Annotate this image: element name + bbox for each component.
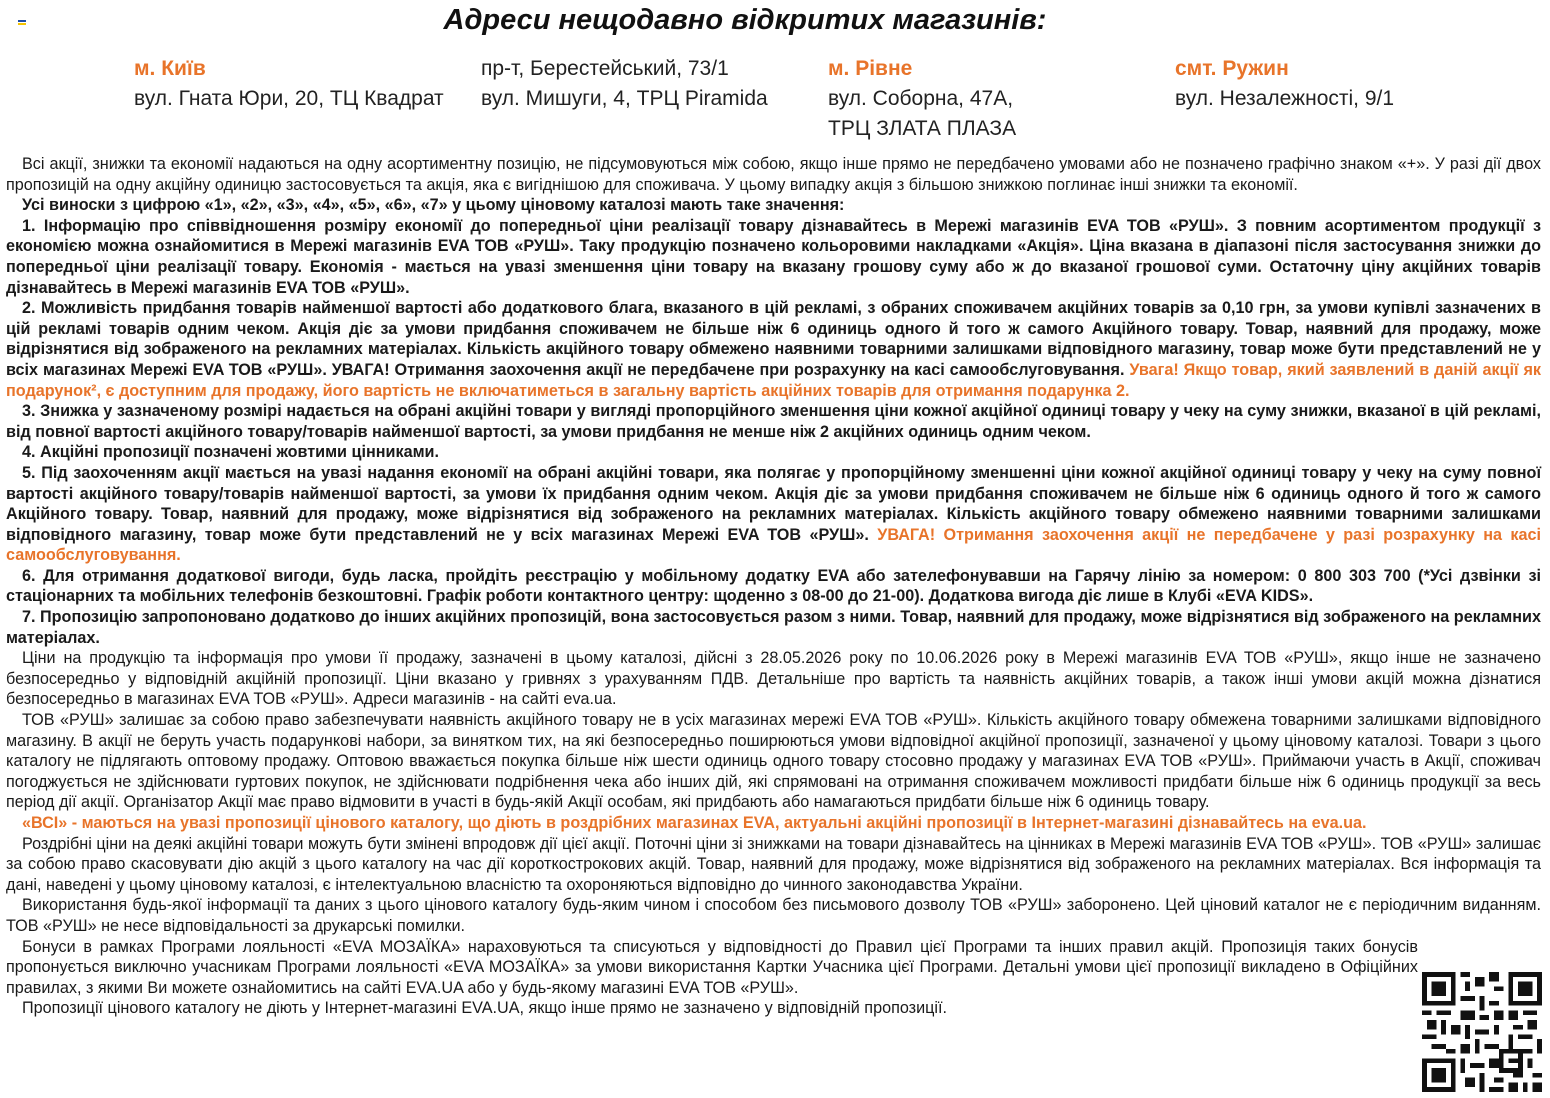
store-address: вул. Соборна, 47А, [828,87,1014,110]
store-address: вул. Мишуги, 4, ТРЦ Piramida [481,87,768,110]
legal-paragraph: ТОВ «РУШ» залишає за собою право забезпечувати наявність акційного товару не в усіх магазинах мережі EVA ТОВ «РУШ». Кількість акційного товару обмежена товарними залишками відповідного магазину. В акції не беруть участь подарункові набори, за винятком тих, на які безпосередньо поширюються умови відповідної акційної пропозиції, зазначеної у цьому ціновому каталозі. Товари з цього каталогу не підлягають оптовому продажу. Оптовою вважається покупка більше ніж шести одиниць одного товару стосовно продажу у магазинах EVA ТОВ «РУШ». Приймаючи участь в Акції, споживач погоджується не здійснювати гуртових покупок, не здійснювати подрібнення чека або інших дій, які спрямовані на отримання споживачем можливості придбати більше ніж 6 одиниць продукції за весь період дії акції. Організатор Акції має право відмовити в участі в будь-якій Акції особам, які придбають або намагаються придбати більше ніж 6 одиниць товару. [6,711,1541,812]
footnote-2-warning: Увага! Якщо товар, який заявлений в даній акції як подарунок², є доступним для продажу, його вартість не включатиметься в загальну вартість акційних товарів для отримання подарунка 2. [6,360,1542,400]
store-rivne [828,54,1016,144]
footnote-6: 6. Для отримання додаткової вигоди, будь ласка, пройдіть реєстрацію у мобільному додатку EVA або зателефонувавши на Гарячу лінію за номером: 0 800 303 700 (*Усі дзвінки зі стаціонарних та мобільних телефонів безкоштовні. Графік роботи контактного центру: щоденно з 08-00 до 21-00). Додаткова вигода діє лише в Клубі «EVA KIDS». [6,566,1541,606]
store-city: м. Рівне [828,57,913,80]
store-address: ТРЦ ЗЛАТА ПЛАЗА [828,117,1017,140]
qr-code-icon [1422,972,1542,1092]
store-kyiv-2 [481,54,768,114]
legal-paragraph: Використання будь-якої інформації та даних з цього цінового каталогу будь-яким чином і способом без письмового дозволу ТОВ «РУШ» заборонено. Цей ціновий каталог не є періодичним виданням. ТОВ «РУШ» не несе відповідальності за друкарські помилки. [6,896,1541,935]
store-address: вул. Гната Юри, 20, ТЦ Квадрат [134,87,444,110]
legal-paragraph: Всі акції, знижки та економії надаються на одну асортиментну позицію, не підсумовуються між собою, якщо інше прямо не передбачено умовами або не позначено графічно знаком «+». У разі дії двох пропозицій на одну акційну одиницю застосовується та акція, яка є вигіднішою для споживача. У цьому випадку акція з більшою знижкою поглинає інші знижки та економії. [6,155,1541,194]
legal-paragraph: Пропозиції цінового каталогу не діють у Інтернет-магазині EVA.UA, якщо інше прямо не зазначено у відповідній пропозиції. [22,999,947,1018]
store-address: пр-т, Берестейський, 73/1 [481,57,729,80]
store-address: вул. Незалежності, 9/1 [1175,87,1395,110]
legal-terms [6,154,1541,1019]
store-ruzhyn [1175,54,1394,114]
footnote-2-text: 2. Можливість придбання товарів найменшої вартості або додаткового блага, вказаного в цій рекламі, з обраних споживачем акційних товарів за 0,10 грн, за умови купівлі зазначених в цій рекламі товарів одним чеком. Акція діє за умови придбання споживачем не більше ніж 6 одиниць одного й того ж самого Акційного товару. Товар, наявний для продажу, може відрізнятися від зображеного на рекламних матеріалах. Кількість акційного товару обмежено наявними товарними залишками відповідного магазину, товар може бути представлений не у всіх магазинах Мережі EVA ТОВ «РУШ». УВАГА! Отримання заохочення акції не передбачене при розрахунку на касі самообслуговування. [6,299,1541,379]
footnote-1: 1. Інформацію про співвідношення розміру економії до попередньої ціни реалізації товару дізнавайтесь в Мережі магазинів EVA ТОВ «РУШ». З повним асортиментом продукції з економією можна ознайомитися в Мережі магазинів EVA ТОВ «РУШ». Таку продукцію позначено кольоровими накладками «Акція». Ціна вказана в діапазоні після застосування знижки до попередньої ціни реалізації товару. Економія - мається на увазі зменшення ціни товару на вказану грошову суму або ж до вказаної грошової суми. Остаточну ціну акційних товарів дізнавайтесь в Мережі магазинів EVA ТОВ «РУШ». [6,216,1541,297]
footnote-7: 7. Пропозицію запропоновано додатково до інших акційних пропозицій, вона застосовується разом з ними. Товар, наявний для продажу, може відрізнятися від зображеного на рекламних матеріалах. [6,608,1541,647]
legal-highlight: «ВСІ» - маються на увазі пропозиції цінового каталогу, що діють в роздрібних магазинах EVA, актуальні акційні пропозиції в Інтернет-магазині дізнавайтесь на eva.ua. [22,814,1367,832]
page-title: Адреси нещодавно відкритих магазинів: [443,4,1047,36]
footnote-5-warning: УВАГА! Отримання заохочення акції не передбачене у разі розрахунку на касі самообслуговування. [6,525,1541,565]
legal-paragraph: Роздрібні ціни на деякі акційні товари можуть бути змінені впродовж дії цієї акції. Поточні ціни зі знижками на товари дізнавайтесь на цінниках в Мережі магазинів EVA ТОВ «РУШ». ТОВ «РУШ» залишає за собою право скасовувати дію акцій з цього каталогу на час дії короткострокових акцій. Товар, наявний для продажу, може відрізнятися від зображеного на рекламних матеріалах. Вся інформація та дані, наведені у цьому ціновому каталозі, є інтелектуальною власністю та охороняються відповідно до чинного законодавства України. [6,834,1541,894]
legal-paragraph: Ціни на продукцію та інформація про умови її продажу, зазначені в цьому каталозі, дійсні з 28.05.2026 року по 10.06.2026 року в Мережі магазинів EVA ТОВ «РУШ», якщо інше не зазначено безпосередньо у відповідній акційній пропозиції. Ціни вказано у гривнях з урахуванням ПДВ. Детальніше про вартість та наявність акційних товарів, а також інші умови акцій можна дізнатися безпосередньо в магазинах EVA ТОВ «РУШ». Адреси магазинів - на сайті eva.ua. [6,649,1541,709]
store-city: м. Київ [134,57,206,80]
store-kyiv-1 [134,54,444,114]
store-city: смт. Ружин [1175,57,1289,80]
footnotes-heading: Усі виноски з цифрою «1», «2», «3», «4», «5», «6», «7» у цьому ціновому каталозі мають таке значення: [22,196,845,215]
legal-paragraph: Бонуси в рамках Програми лояльності «EVA МОЗАЇКА» нараховуються та списуються у відповідності до Правил цієї Програми та інших правил акцій. Пропозиція таких бонусів пропонується виключно учасникам Програми лояльності «EVA МОЗАЇКА» за умови використання Картки Учасника цієї Програми. Детальні умови цієї пропозиції викладено в Офіційних правилах, з якими Ви можете ознайомитись на сайті EVA.UA або у будь-якому магазині EVA ТОВ «РУШ». [6,937,1418,997]
footnote-5-text: 5. Під заохоченням акції мається на увазі надання економії на обрані акційні товари, яка полягає у пропорційному зменшенні ціни кожної акційної одиниці товару у чеку на суму повної вартості акційного товару/товарів найменшої вартості, за умови їх придбання одним чеком. Акція діє за умови придбання споживачем не більше ніж 6 одиниць одного й того ж самого Акційного товару. Товар, наявний для продажу, може відрізнятися від зображеного на рекламних матеріалах. Кількість акційного товару обмежено наявними товарними залишками відповідного магазину, товар може бути представлений не у всіх магазинах Мережі EVA ТОВ «РУШ». [6,463,1541,544]
footnote-5 [6,463,1541,566]
footnote-2 [6,298,1541,401]
store-addresses [0,54,1550,144]
footnote-3: 3. Знижка у зазначеному розмірі надається на обрані акційні товари у вигляді пропорційного зменшення ціни кожної акційної одиниці товару у чеку на суму знижки, вказаної в цій рекламі, від повної вартості акційного товару/товарів найменшої вартості, за умови придбання не менше ніж 2 акційних одиниць одним чеком. [6,402,1541,441]
footnote-4: 4. Акційні пропозиції позначені жовтими цінниками. [22,443,439,462]
